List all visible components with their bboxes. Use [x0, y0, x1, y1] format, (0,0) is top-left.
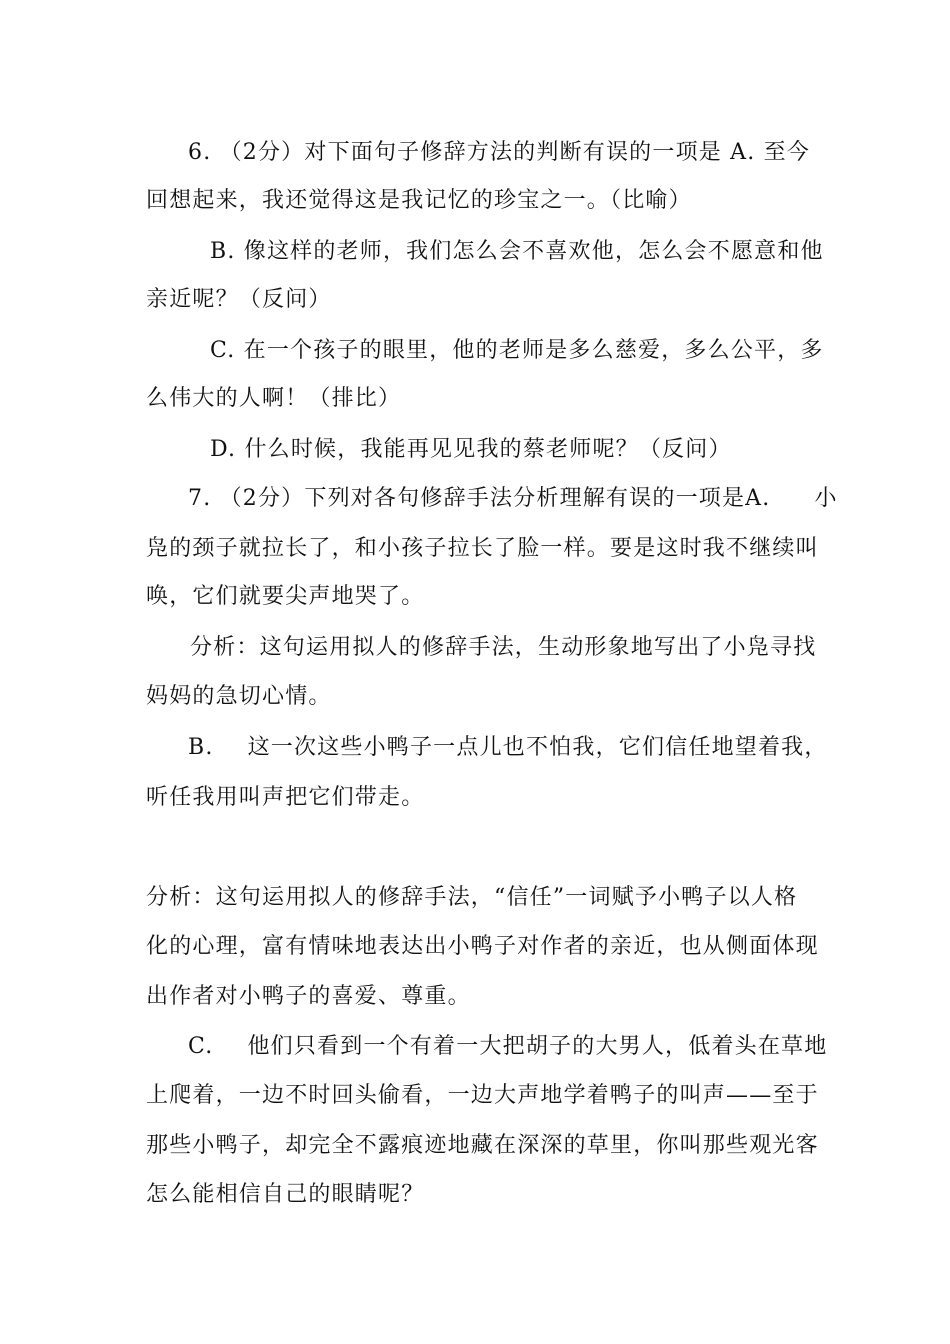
q7-stem-line1 — [188, 484, 838, 514]
q7-option-c-line2: 上爬着，一边不时回头偷看，一边大声地学着鸭子的叫声——至于 — [146, 1083, 819, 1108]
q7-option-b-text: 这一次这些小鸭子一点儿也不怕我，它们信任地望着我， — [247, 735, 828, 760]
q7-stem-line2: 凫的颈子就拉长了，和小孩子拉长了脸一样。要是这时我不继续叫 — [146, 536, 819, 561]
q7-analysis-b-line1: 分析：这句运用拟人的修辞手法，“信任”一词赋予小鸭子以人格 — [146, 885, 798, 910]
q6-option-c-line1: C. 在一个孩子的眼里，他的老师是多么慈爱，多么公平，多 — [210, 338, 824, 363]
q7-analysis-a-line2: 妈妈的急切心情。 — [146, 684, 332, 709]
q6-option-d: D. 什么时候，我能再见见我的蔡老师呢？（反问） — [210, 437, 732, 462]
q6-option-c-line2: 么伟大的人啊！（排比） — [146, 386, 402, 411]
q6-option-a-text: 回想起来，我还觉得这是我记忆的珍宝之一。（比喻） — [146, 188, 692, 213]
q7-stem-tail: 小 — [814, 486, 838, 511]
q7-stem-line3: 唤，它们就要尖声地哭了。 — [146, 584, 425, 609]
q7-option-b-line2: 听任我用叫声把它们带走。 — [146, 785, 425, 810]
q7-option-c-label: C. — [188, 1034, 214, 1059]
q7-option-c-line3: 那些小鸭子，却完全不露痕迹地藏在深深的草里，你叫那些观光客 — [146, 1133, 819, 1158]
q7-analysis-a-line1: 分析：这句运用拟人的修辞手法，生动形象地写出了小凫寻找 — [190, 635, 817, 660]
q6-stem: 6. （2分）对下面句子修辞方法的判断有误的一项是 A. 至今 — [188, 140, 811, 165]
q6-option-b-line2: 亲近呢？（反问） — [146, 287, 332, 312]
q7-analysis-b-line2: 化的心理，富有情味地表达出小鸭子对作者的亲近，也从侧面体现 — [146, 934, 819, 959]
q7-option-b-label: B. — [188, 735, 214, 760]
q7-option-b-line1 — [188, 733, 828, 763]
q7-option-c-text: 他们只看到一个有着一大把胡子的大男人，低着头在草地 — [247, 1034, 828, 1059]
q7-option-c-line1 — [188, 1032, 827, 1062]
q7-analysis-b-line3: 出作者对小鸭子的喜爱、尊重。 — [146, 984, 471, 1009]
q7-stem-text: 7. （2分）下列对各句修辞手法分析理解有误的一项是A. — [188, 486, 771, 511]
q7-option-c-line4: 怎么能相信自己的眼睛呢？ — [146, 1182, 425, 1207]
q6-option-b-line1: B. 像这样的老师，我们怎么会不喜欢他，怎么会不愿意和他 — [210, 239, 824, 264]
